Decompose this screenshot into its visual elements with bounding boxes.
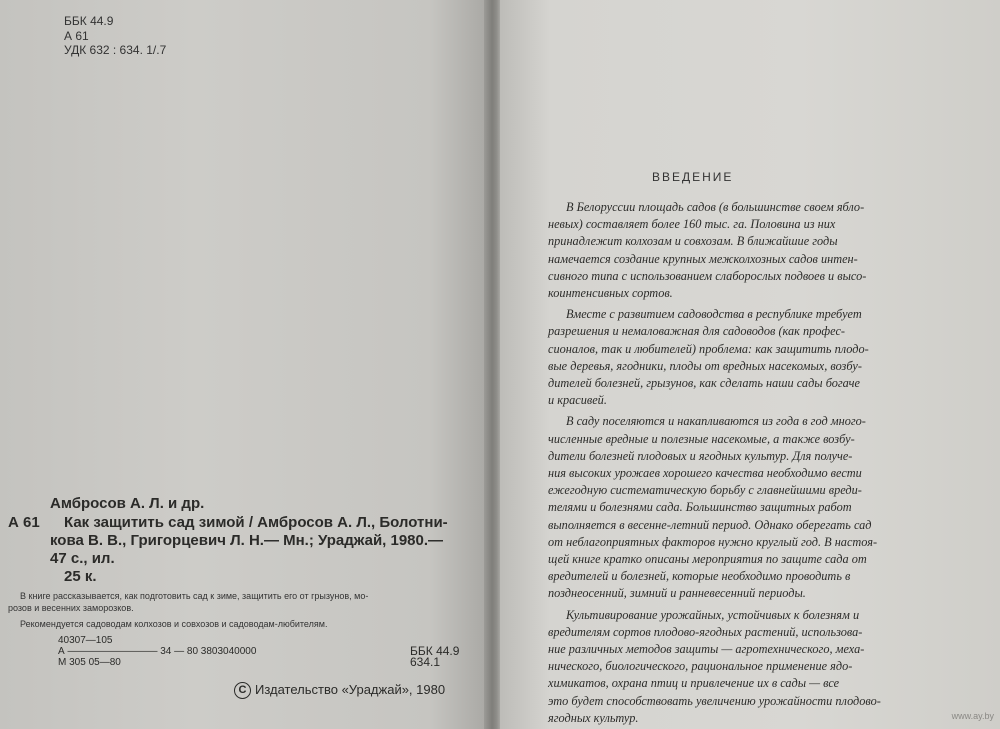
classification-codes (64, 14, 166, 58)
paragraph-line: коинтенсивных сортов. (548, 286, 673, 301)
paragraph-line: дителей болезней, грызунов, как сделать наши сады богаче (548, 376, 860, 391)
annotation-line: розов и весенних заморозков. (8, 603, 134, 613)
price: 25 к. (64, 568, 97, 585)
paragraph-line: Вместе с развитием садоводства в республике требует (566, 307, 862, 322)
introduction-text (548, 199, 978, 727)
paragraph-line: ягодных культур. (548, 710, 639, 725)
paragraph-line: телями и болезнями сада. Большинство защитных работ (548, 500, 852, 515)
publisher-line (234, 682, 445, 699)
code-left: А ————————— 34 — 80 3803040000 (58, 646, 257, 657)
paragraph-line: В Белоруссии площадь садов (в большинстве своем ябло- (566, 200, 865, 214)
paragraph-line: разрешения и немаловажная для садоводов (как профес- (548, 324, 846, 339)
recommendation: Рекомендуется садоводам колхозов и совхозов и садоводам-любителям. (20, 619, 328, 629)
paragraph-line: от неблагоприятных факторов нужно круглый год. В настоя- (548, 534, 878, 549)
paragraph-line: ние различных методов защиты — агротехнического, меха- (548, 642, 865, 657)
bibliographic-entry (8, 494, 478, 630)
paragraph-line: дители болезней плодовых и ягодных культур. Для получе- (548, 448, 853, 463)
paragraph-line: нического, биологического, рациональное применение ядо- (548, 659, 853, 674)
paragraph-line: принадлежит колхозам и совхозам. В ближайшие годы (548, 234, 838, 249)
udk-code: УДК 632 : 634. 1/.7 (64, 43, 167, 57)
paragraph-line: позднеосенний, зимний и ранневесенний периоды. (548, 586, 806, 601)
left-page (0, 0, 488, 729)
section-title: ВВЕДЕНИЕ (652, 170, 734, 184)
authors: Амбросов А. Л. и др. (50, 495, 205, 512)
paragraph-line: вредителей и болезней, которые необходимо проводить в (548, 569, 851, 584)
paragraph-line: В саду поселяются и накапливаются из года в год много- (566, 414, 866, 429)
annotation (8, 590, 478, 630)
paragraph-line: выполняется в весенне-летний период. Однако оберегать сад (548, 517, 872, 532)
index-mark: А 61 (8, 514, 40, 531)
entry-line: 47 с., ил. (50, 550, 115, 567)
annotation-line: В книге рассказывается, как подготовить сад к зиме, защитить его от грызунов, мо- (20, 591, 369, 601)
code-right: ББК 44.9 (410, 644, 460, 658)
paragraph-line: невых) составляет более 160 тыс. га. Половина из них (548, 217, 836, 232)
entry-line: кова В. В., Григорцевич Л. Н.— Мн.; Ураджай, 1980.— (50, 532, 444, 549)
code-right: 634.1 (410, 655, 441, 669)
paragraph-line: ежегодную систематическую борьбу с главнейшими вреди- (548, 483, 862, 498)
entry-text (50, 514, 478, 568)
entry-row (8, 514, 478, 568)
entry-line: Как защитить сад зимой / Амбросов А. Л., Болотни- (64, 514, 448, 531)
publisher: Издательство «Ураджай», 1980 (255, 682, 446, 697)
code-left: 40307—105 (58, 635, 113, 646)
bbk-code: ББК 44.9 (64, 14, 114, 28)
paragraph-line: сивного типа с использованием слаборослых подвоев и высо- (548, 268, 867, 283)
author-mark: А 61 (64, 28, 89, 43)
code-left: М 305 05—80 (58, 657, 121, 668)
paragraph-line: и красивей. (548, 393, 607, 408)
paragraph-line: вредителям сортов плодово-ягодных растений, использова- (548, 624, 863, 639)
paragraph-line: сионалов, так и любителей) проблема: как защитить плодо- (548, 341, 869, 356)
paragraph-line: численные вредные и полезные насекомые, а также возбу- (548, 431, 855, 446)
imprint-codes (58, 635, 478, 668)
paragraph-line: это будет способствовать увеличению урожайности плодово- (548, 693, 881, 708)
paragraph-line: намечается создание крупных межколхозных садов интен- (548, 251, 858, 266)
paragraph-line: химикатов, охрана птиц и привлечение их в сады — все (548, 676, 840, 691)
paragraph-line: Культивирование урожайных, устойчивых к болезням и (566, 607, 860, 622)
paragraph-line: ния высоких урожаев хорошего качества необходимо вести (548, 466, 862, 481)
watermark: www.ay.by (951, 711, 994, 721)
paragraph-line: вые деревья, ягодники, плоды от вредных насекомых, возбу- (548, 358, 862, 373)
copyright-icon: С (234, 682, 251, 699)
paragraph-line: щей книге кратко описаны мероприятия по защите сада от (548, 552, 867, 567)
